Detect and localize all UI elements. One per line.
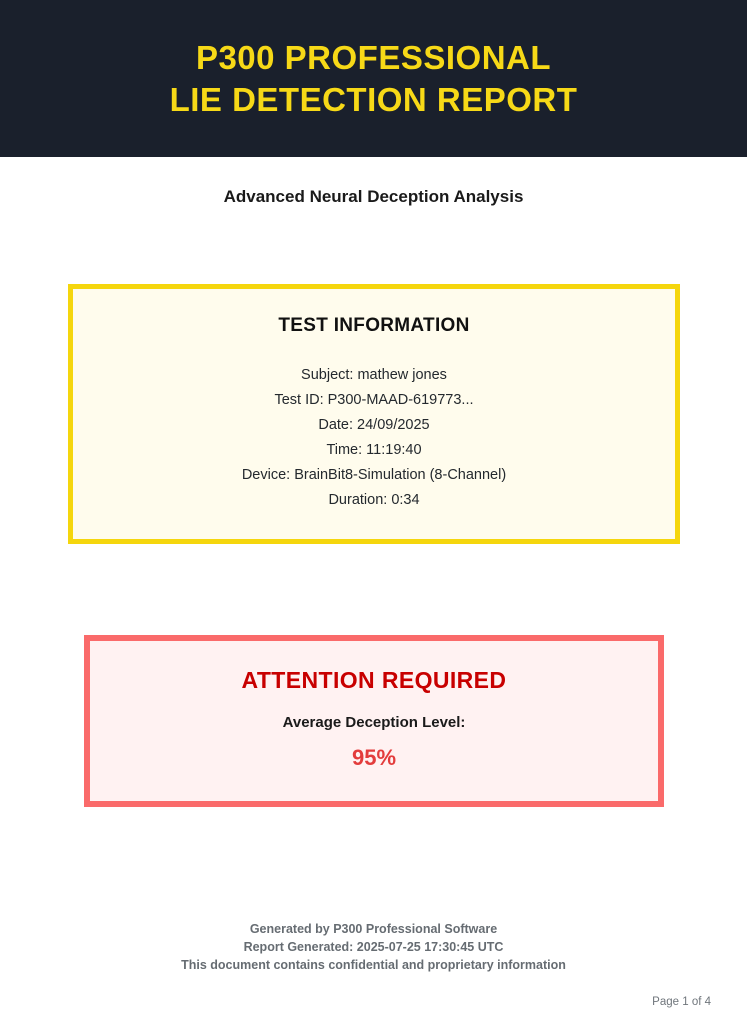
test-information-panel (68, 284, 680, 544)
report-footer (0, 920, 747, 974)
test-information-title: TEST INFORMATION (278, 315, 470, 336)
attention-required-panel (84, 635, 664, 807)
average-deception-level-label: Average Deception Level: (282, 714, 466, 731)
page-number: Page 1 of 4 (652, 996, 711, 1008)
test-information-date: Date: 24/09/2025 (318, 417, 430, 433)
footer-generated-timestamp: Report Generated: 2025-07-25 17:30:45 UTC (243, 940, 504, 954)
attention-required-title: ATTENTION REQUIRED (241, 667, 507, 693)
test-information-duration: Duration: 0:34 (328, 492, 420, 508)
report-title-line-1: P300 PROFESSIONAL (195, 39, 552, 77)
report-subtitle: Advanced Neural Deception Analysis (223, 187, 524, 206)
footer-confidentiality-notice: This document contains confidential and proprietary information (181, 958, 566, 972)
test-information-time: Time: 11:19:40 (326, 442, 422, 458)
test-information-subject: Subject: mathew jones (301, 367, 447, 383)
report-header (0, 0, 747, 157)
footer-generated-by: Generated by P300 Professional Software (249, 922, 498, 936)
test-information-device: Device: BrainBit8-Simulation (8-Channel) (241, 467, 507, 483)
average-deception-level-value: 95% (351, 745, 397, 770)
report-title-line-2: LIE DETECTION REPORT (169, 80, 578, 118)
test-information-test-id: Test ID: P300-MAAD-619773... (274, 392, 474, 408)
